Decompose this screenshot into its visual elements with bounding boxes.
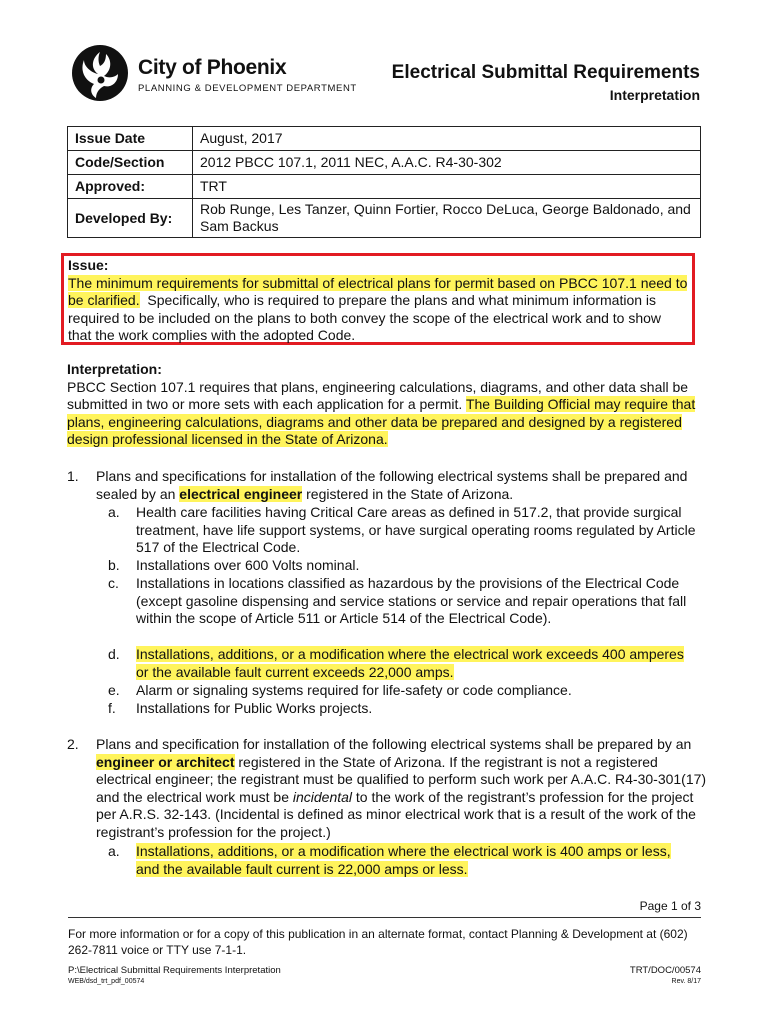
interpretation-highlight: The Building Official may require that plans, engineering calculations, diagrams and other data be prepared and designed by a registered design professional licensed in the State of Arizona. [67,396,696,448]
issue-box [61,253,695,345]
item-text-post: registered in the State of Arizona. [306,485,514,502]
footer-divider [68,917,701,918]
table-row [68,127,701,151]
sub-item-text: Alarm or signaling systems required for life-safety or code compliance. [136,682,572,698]
issue-highlight: The minimum requirements for submittal of electrical plans for permit based on PBCC 107.1 need to be clarified. [68,274,688,308]
document-title: Electrical Submittal Requirements [391,62,700,83]
table-row [68,151,701,175]
incidental-italic: incidental [292,788,353,805]
issue-date-value: August, 2017 [193,127,701,151]
sub-item-text [136,646,696,681]
footer-doc-number: TRT/DOC/00574 [629,965,701,976]
engineer-architect-highlight: engineer or architect [96,753,235,770]
footer-info: For more information or for a copy of this publication in an alternate format, contact Planning & Development at (602) 262-7811 voice or TTY use 7-1-1. [68,927,688,957]
sub-item-letter: f. [108,700,116,716]
phoenix-logo-icon [68,40,132,104]
issue-date-label: Issue Date [68,127,193,151]
interpretation-heading: Interpretation: [67,361,162,377]
footer-path: P:\Electrical Submittal Requirements Interpretation [68,965,281,976]
interpretation-section [67,361,707,449]
sub-item-letter: b. [108,557,120,573]
sub-item-letter: a. [108,504,120,520]
code-section-label: Code/Section [68,151,193,175]
sub-item-highlight: Installations, additions, or a modification where the electrical work is 400 amps or less, and the available fault current is 22,000 amps or less. [136,843,671,877]
issue-heading: Issue: [68,257,109,273]
sub-item-highlight: Installations, additions, or a modification where the electrical work exceeds 400 amperes or the available fault current exceeds 22,000 amps. [136,646,684,680]
document-subtitle: Interpretation [609,87,700,103]
item-number: 1. [67,468,79,484]
sub-item-text [136,843,681,878]
table-row [68,175,701,199]
interpretation-body: PBCC Section 107.1 requires that plans, engineering calculations, diagrams, and other data shall be submitted in two or more sets with each application for a permit. [67,378,689,413]
interpretation-text [67,379,707,449]
issue-text [68,275,688,345]
item-text [96,468,708,503]
sub-item-letter: d. [108,646,120,662]
developed-by-value: Rob Runge, Les Tanzer, Quinn Fortier, Rocco DeLuca, George Baldonado, and Sam Backus [193,199,701,238]
item-text-pre: Plans and specifications for installation of the following electrical systems shall be prepared and sealed by an [96,468,688,502]
item-text-mid: registered in the State of Arizona. If the registrant is not a registered electrical engineer; the registrant must be qualified to perform such work per A.A.C. R4-30-301(17) and the electrical work must be [96,753,707,805]
footer-revision: Rev. 8/17 [671,978,701,985]
item-text [96,736,708,842]
developed-by-label: Developed By: [68,199,193,238]
list-item [67,468,707,718]
sub-item-letter: a. [108,843,120,859]
sub-item-letter: c. [108,575,119,591]
code-section-value: 2012 PBCC 107.1, 2011 NEC, A.A.C. R4-30-302 [193,151,701,175]
sub-item-text: Installations in locations classified as hazardous by the provisions of the Electrical Code (except gasoline dispensing and service stations or service and repair operations that fall within the scope of Article 511 or Article 514 of the Electrical Code). [136,575,687,627]
sub-item-text: Installations over 600 Volts nominal. [136,557,360,573]
page-number: Page 1 of 3 [639,899,701,913]
sub-item-text: Installations for Public Works projects. [136,700,373,716]
approved-label: Approved: [68,175,193,199]
issue-rest: Specifically, who is required to prepare the plans and what minimum information is required to be included on the plans to both convey the scope of the electrical work and to show that the work complies with the adopted Code. [68,292,662,343]
table-row [68,199,701,238]
org-department: PLANNING & DEVELOPMENT DEPARTMENT [138,83,357,94]
item-text-post: to the work of the registrant’s profession for the project per A.R.S. 32-143. (Incidental is defined as minor electrical work that is a result of the work of the registrant’s profession for the project.) [96,788,696,840]
list-item [67,736,707,886]
sub-item-text: Health care facilities having Critical Care areas as defined in 517.2, that provide surgical treatment, have life support systems, or have surgical operating rooms regulated by Article 517 of the Electrical Code. [136,504,696,556]
item-text-pre: Plans and specification for installation of the following electrical systems shall be prepared by an [96,736,692,752]
item-number: 2. [67,736,79,752]
sub-item-letter: e. [108,682,120,698]
footer-web-code: WEB/dsd_trt_pdf_00574 [68,978,145,985]
approved-value: TRT [193,175,701,199]
org-name: City of Phoenix [138,56,287,79]
info-table [67,126,701,238]
electrical-engineer-highlight: electrical engineer [179,485,303,502]
